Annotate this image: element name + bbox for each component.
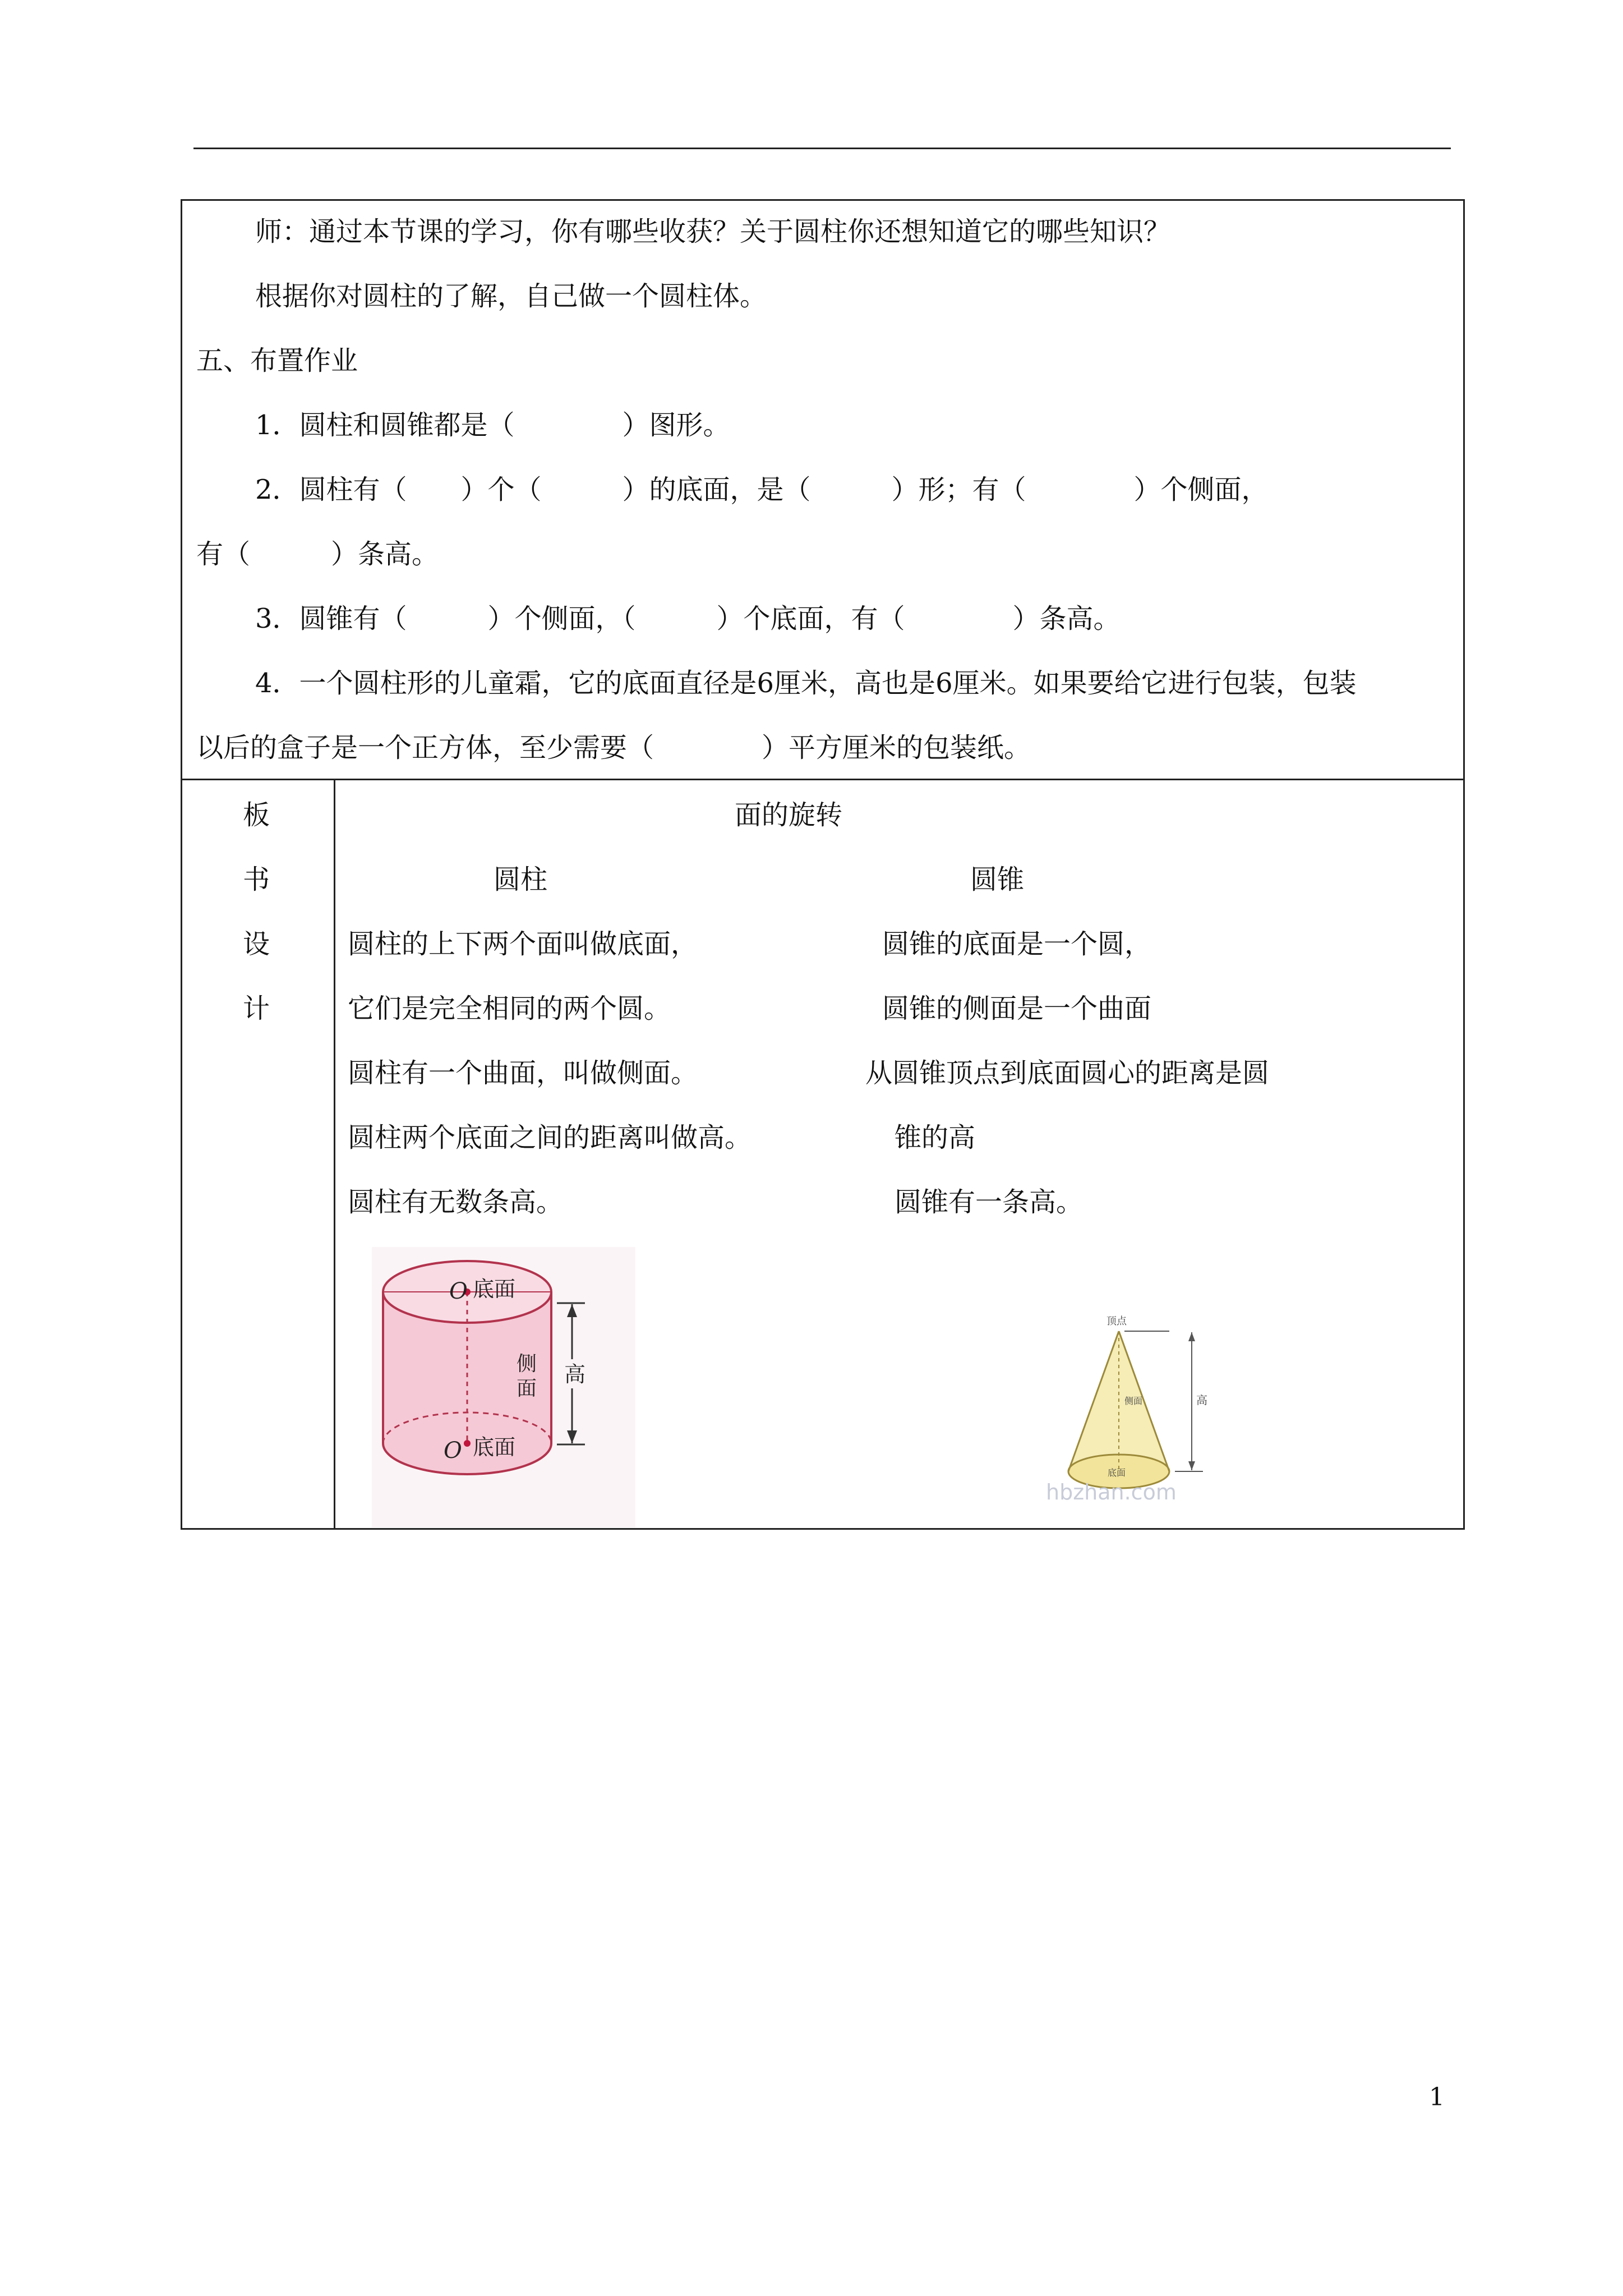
cylinder-heading: 圆柱 [494, 864, 548, 895]
cone-heading: 圆锥 [970, 864, 1025, 895]
lesson-table [181, 199, 1465, 1530]
cylinder-line: 它们是完全相同的两个圆。 [348, 993, 671, 1024]
side-label-2: 面 [517, 1377, 537, 1400]
cylinder-figure [372, 1247, 635, 1527]
activity-text: 根据你对圆柱的了解，自己做一个圆柱体。 [255, 280, 767, 312]
top-center-label: O [449, 1278, 468, 1304]
row-divider [182, 779, 1463, 780]
cone-line: 圆锥的底面是一个圆， [882, 928, 1152, 960]
board-label-char: 板 [243, 799, 270, 831]
cylinder-line: 圆柱有无数条高。 [348, 1186, 564, 1218]
question-1: 1．圆柱和圆锥都是（ ）图形。 [255, 409, 730, 441]
apex-label: 顶点 [1106, 1315, 1127, 1327]
board-label-char: 计 [243, 993, 270, 1024]
teacher-question: 师：通过本节课的学习，你有哪些收获？关于圆柱你还想知道它的哪些知识？ [255, 216, 1171, 247]
cone-figure [1035, 1309, 1270, 1505]
board-title: 面的旋转 [735, 799, 843, 831]
bottom-center-label: O [444, 1438, 462, 1464]
header-rule [193, 148, 1451, 149]
cylinder-line: 圆柱两个底面之间的距离叫做高。 [348, 1122, 752, 1153]
side-label-1: 侧 [517, 1352, 537, 1375]
column-divider [334, 779, 335, 1530]
cone-height-label: 高 [1196, 1393, 1207, 1407]
question-3: 3．圆锥有（ ）个侧面，（ ）个底面，有（ ）条高。 [255, 603, 1121, 634]
bottom-base-label: 底面 [473, 1435, 516, 1460]
question-2-line-1: 2．圆柱有（ ）个（ ）的底面，是（ ）形；有（ ）个侧面， [255, 474, 1269, 505]
question-2-line-2: 有（ ）条高。 [196, 539, 439, 570]
top-base-label: 底面 [473, 1277, 516, 1301]
cone-side-label: 侧面 [1124, 1396, 1143, 1406]
homework-heading: 五、布置作业 [196, 345, 358, 376]
question-4-line-2: 以后的盒子是一个正方体，至少需要（ ）平方厘米的包装纸。 [196, 732, 1031, 763]
cylinder-line: 圆柱的上下两个面叫做底面， [348, 928, 698, 960]
cone-line: 锥的高 [895, 1122, 976, 1153]
watermark: hbzhan.com [1046, 1480, 1177, 1504]
cone-line: 圆锥有一条高。 [895, 1186, 1083, 1218]
question-4-line-1: 4．一个圆柱形的儿童霜，它的底面直径是6厘米，高也是6厘米。如果要给它进行包装，包装 [255, 668, 1357, 699]
page-number: 1 [1429, 2083, 1445, 2111]
cylinder-line: 圆柱有一个曲面，叫做侧面。 [348, 1057, 698, 1089]
cone-line: 圆锥的侧面是一个曲面 [882, 993, 1152, 1024]
board-label-char: 设 [243, 928, 270, 960]
cone-line: 从圆锥顶点到底面圆心的距离是圆 [865, 1057, 1270, 1089]
board-label-char: 书 [243, 864, 270, 895]
cone-base-label: 底面 [1108, 1467, 1126, 1478]
height-label: 高 [564, 1362, 586, 1387]
